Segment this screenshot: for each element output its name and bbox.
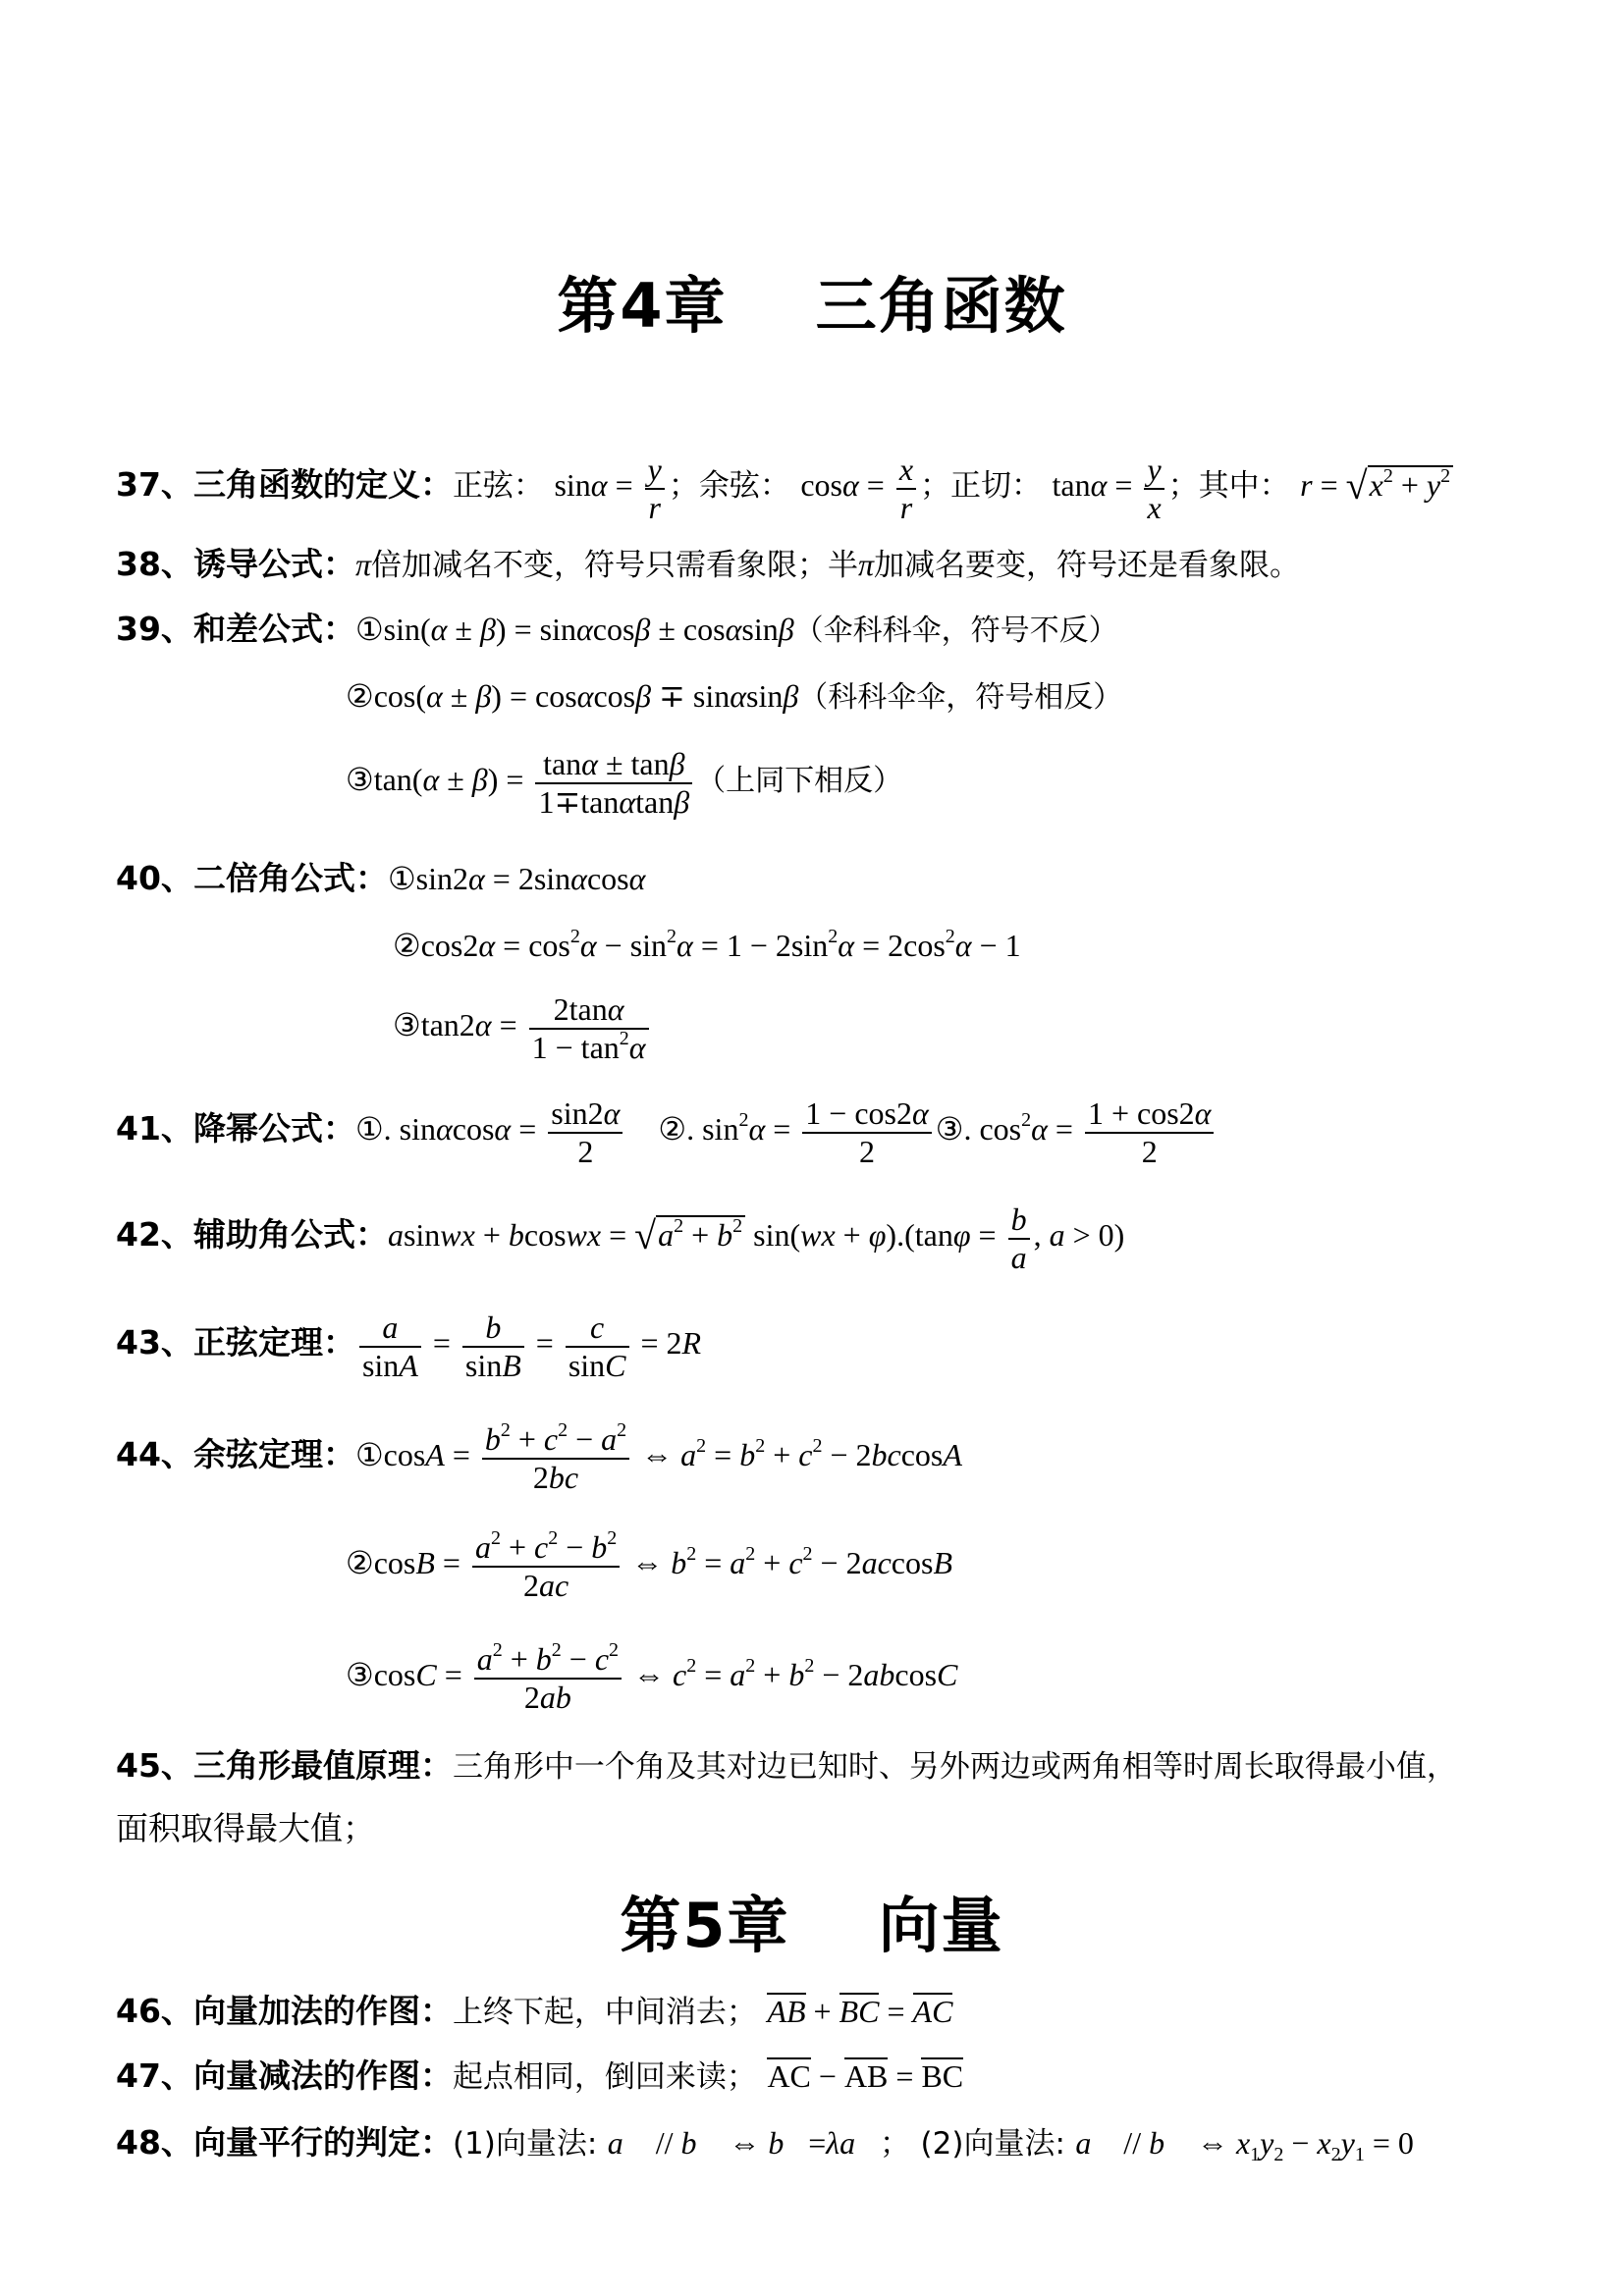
item-text: (2)向量法: [920,2126,1065,2162]
item-number: 42、 [116,1215,193,1255]
item-45-continuation: 面积取得最大值； [116,1809,375,1847]
item-40-line-2 [393,926,1021,963]
item-heading: 向量减法的作图： [192,2056,453,2095]
chapter-4-title [0,257,1624,345]
item-number: 43、 [116,1323,193,1362]
formula: tanα = $\frac{y}{x}$ [1053,467,1168,503]
mnemonic-note: （伞科科伞，符号不反） [793,614,1118,648]
formula: asinwx + bcoswx = $√a^2 + b^2$ sin(wx + φ).(tanφ = $\frac{b}{a}$ , a > 0) [387,1201,1125,1275]
item-44-line-3 [346,1641,957,1716]
item-46 [116,1993,952,2028]
item-heading: 三角函数的定义： [192,465,453,505]
item-number: 40、 [116,859,193,897]
item-37: 37、三角函数的定义：正弦： sinα = $\frac{y}{r}$ ；余弦： cosα = $\frac{x}{r}$ ；正切： tanα = $\frac{y}{x}$ ；其中： $r = √x^2 + y^2$ [116,452,1453,526]
item-41 [116,1095,1218,1170]
item-heading: 和差公式： [192,610,355,648]
formula: AB + BC = AC [767,1994,953,2029]
item-number: 48、 [116,2123,193,2162]
item-40 [116,859,646,897]
item-heading: 诱导公式： [192,545,355,583]
item-number: 45、 [116,1746,193,1785]
formula: a⃗ // b⃗ ⇔ $x_1y_2 - x_2y_1 = 0$ [1075,2125,1414,2165]
mnemonic-note: （科科伞伞，符号相反） [798,680,1123,715]
chapter-5-number: 第5章 [620,1890,790,1961]
formula: ①cosA = $\frac{b^2 + c^2 - a^2}{2bc}$ ⇔ $a^2 = b^2 + c^2 - 2bccosA$ [354,1419,962,1495]
item-39-line-3 [346,746,902,821]
chapter-5-title [0,1877,1624,1964]
item-text: 倍加减名不变，符号只需看象限；半 [370,548,858,583]
formula: cosα = $\frac{x}{r}$ [800,467,920,503]
item-42 [116,1201,1124,1276]
item-number: 38、 [116,545,193,583]
item-text: 上终下起，中间消去； [452,1995,757,2030]
chapter-4-number: 第4章 [557,270,728,342]
item-48: 48、向量平行的判定：(1)向量法: a⃗ // b⃗ ⇔ b⃗=λa⃗； (2)向量法: a⃗ // b⃗ ⇔ $x_1y_2 - x_2y_1 = 0$ [116,2123,1414,2165]
item-38: 38、诱导公式：π倍加减名不变，符号只需看象限；半π加减名要变，符号还是看象限。 [116,545,1300,583]
item-number: 39、 [116,610,193,648]
where-label: 其中： [1198,468,1290,505]
item-47 [116,2057,963,2093]
formula: ①sin(α ± β) = sinαcosβ ± cosαsinβ [354,612,794,647]
item-number: 41、 [116,1109,193,1148]
item-43 [116,1309,701,1384]
item-heading: 二倍角公式： [192,859,388,897]
formula: $\frac{a}{\sin A}$ = $\frac{b}{\sin B}$ = $\frac{c}{\sin C}$ = 2R [355,1325,701,1361]
item-heading: 降幂公式： [192,1109,355,1148]
item-45 [116,1746,1457,1785]
item-39-line-2 [346,679,1122,713]
mnemonic-note: （上同下相反） [696,764,903,799]
cosine-label: 余弦： [698,468,790,505]
item-text: 加减名要变，符号还是看象限。 [874,548,1300,583]
chapter-5-name: 向量 [878,1890,1004,1961]
item-number: 44、 [116,1435,193,1474]
item-text: 起点相同，倒回来读； [452,2059,757,2095]
sine-label: 正弦： [452,468,544,505]
item-number: 37、 [116,465,193,505]
tangent-label: 正切： [950,468,1043,505]
item-heading: 正弦定理： [192,1323,355,1362]
item-39 [116,610,1118,648]
item-heading: 三角形最值原理： [192,1746,453,1785]
formula: ③cosC = $\frac{a^2 + b^2 - c^2}{2ab}$ ⇔ $c^2 = a^2 + b^2 - 2abcosC$ [346,1639,958,1715]
formula: $r = √x^2 + y^2$ [1300,467,1453,503]
formula: ③tan2α = $\frac{2\tan\alpha}{1 - \tan^2\alpha}$ [393,1007,653,1042]
formula: ②cos(α ± β) = cosαcosβ ∓ sinαsinβ [346,678,799,714]
formula: ①. sinαcosα = $\frac{\sin 2\alpha}{2}$ ②. $\sin^2\alpha$ = $\frac{1 - \cos 2\alpha}{2}$ ③. $\cos^2\alpha$ = $\frac{1 + \cos 2\alpha}{2}$ [355,1111,1218,1147]
item-number: 47、 [116,2056,193,2095]
formula: a⃗ // b⃗ ⇔ b⃗=λa⃗ [607,2125,881,2161]
item-number: 46、 [116,1992,193,2030]
item-text: 三角形中一个角及其对边已知时、另外两边或两角相等时周长取得最小值， [452,1749,1457,1785]
item-heading: 向量加法的作图： [192,1992,453,2030]
formula: ②cos2α = $\cos^2\alpha - \sin^2\alpha = 1 - 2\sin^2\alpha = 2\cos^2\alpha - 1$ [393,926,1021,963]
item-text: (1)向量法: [452,2126,598,2162]
item-44-line-2 [346,1529,952,1604]
formula: sinα = $\frac{y}{r}$ [554,467,668,503]
formula: ②cosB = $\frac{a^2 + c^2 - b^2}{2ac}$ ⇔ $b^2 = a^2 + c^2 - 2accosB$ [346,1527,952,1603]
chapter-4-name: 三角函数 [815,270,1067,342]
formula: ①sin2α = 2sinαcosα [387,861,646,896]
item-44 [116,1421,962,1496]
item-heading: 向量平行的判定： [192,2123,453,2162]
item-heading: 余弦定理： [192,1435,355,1474]
formula: AC − AB = BC [767,2058,964,2094]
item-40-line-3 [393,991,653,1066]
formula: ③tan(α ± β) = $\frac{\tan\alpha \pm \tan\beta}{1\mp\tan\alpha\tan\beta}$ [346,762,696,797]
item-heading: 辅助角公式： [192,1215,388,1255]
